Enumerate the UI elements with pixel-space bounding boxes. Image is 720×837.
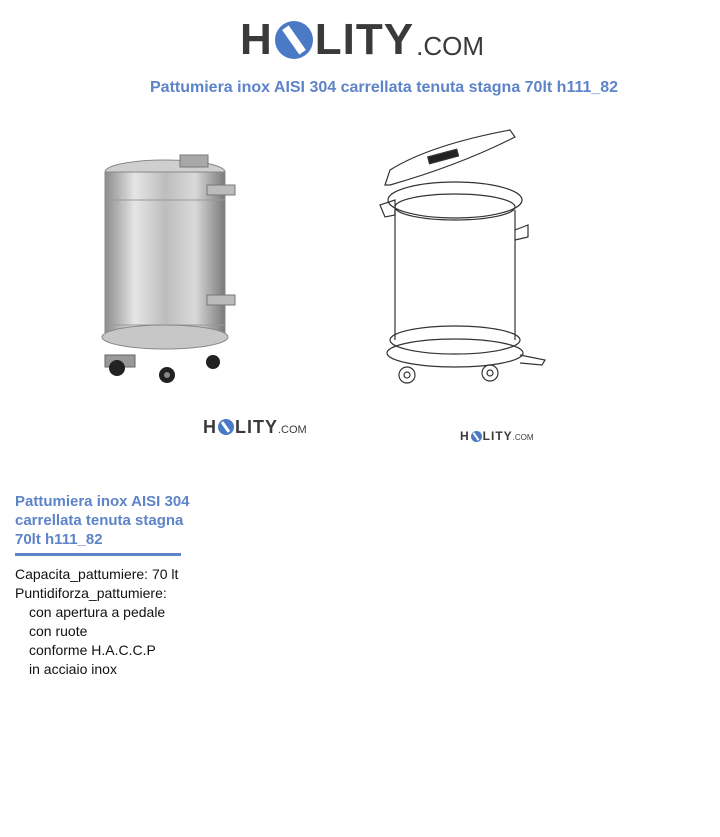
drawing-watermark-logo [460, 428, 534, 444]
logo-circle-icon [218, 419, 234, 435]
product-photo [95, 150, 245, 390]
logo-text-right: LITY [314, 15, 415, 64]
product-title: Pattumiera inox AISI 304 carrellata tenuta stagna 70lt h111_82 [15, 493, 190, 548]
product-drawing [370, 125, 555, 395]
photo-watermark-logo [203, 416, 307, 438]
title-divider [15, 553, 181, 556]
spec-capacity: Capacita_pattumiere: 70 lt [15, 566, 179, 582]
logo-domain: .COM [278, 423, 307, 436]
brand-logo [240, 14, 484, 66]
logo-text-left: H [240, 15, 273, 64]
feature-item: con ruote [29, 623, 88, 639]
logo-text-left: H [203, 416, 217, 437]
feature-item: con apertura a pedale [29, 604, 166, 620]
logo-circle-icon [275, 21, 313, 59]
feature-item: conforme H.A.C.C.P [29, 642, 156, 658]
logo-text-right: LITY [482, 429, 513, 443]
logo-domain: .COM [416, 30, 484, 61]
logo-text-right: LITY [235, 416, 278, 437]
logo-text-left: H [460, 429, 470, 443]
logo-circle-icon [471, 431, 482, 442]
page-title: Pattumiera inox AISI 304 carrellata tenuta stagna 70lt h111_82 [150, 79, 619, 96]
feature-item: in acciaio inox [29, 661, 117, 677]
logo-domain: .COM [512, 433, 534, 442]
product-specs [15, 565, 178, 679]
spec-features-label: Puntidiforza_pattumiere: [15, 585, 167, 601]
